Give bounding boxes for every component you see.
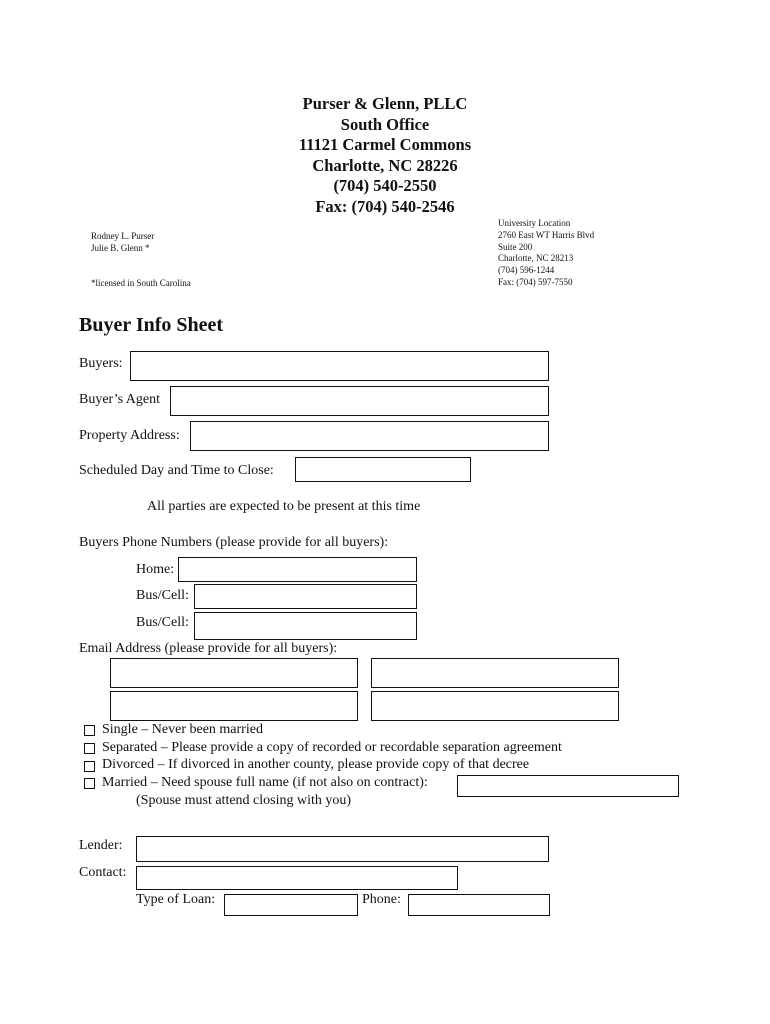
university-street: 2760 East WT Harris Blvd (498, 229, 595, 240)
loan-type-label: Type of Loan: (136, 892, 216, 907)
university-fax: Fax: (704) 597-7550 (498, 276, 573, 287)
lender-label: Lender: (79, 838, 123, 853)
single-label: Single – Never been married (102, 722, 263, 737)
phones-heading: Buyers Phone Numbers (please provide for all buyers): (79, 535, 389, 550)
university-address (498, 218, 594, 289)
property-label: Property Address: (79, 428, 180, 443)
university-phone: (704) 596-1244 (498, 265, 555, 276)
email-field-3[interactable] (110, 691, 358, 721)
bus-cell-field-2[interactable] (194, 612, 417, 640)
bus-cell-field-1[interactable] (194, 584, 417, 609)
firm-header (0, 94, 770, 217)
attorney-name: Julie B. Glenn * (91, 242, 150, 253)
separated-checkbox[interactable] (84, 743, 95, 754)
buyers-field[interactable] (130, 351, 549, 381)
office-city: Charlotte, NC 28226 (312, 155, 458, 175)
separated-label: Separated – Please provide a copy of recorded or recordable separation agreement (102, 740, 562, 755)
email-field-4[interactable] (371, 691, 619, 721)
divorced-checkbox[interactable] (84, 761, 95, 772)
lender-phone-field[interactable] (408, 894, 550, 916)
home-label: Home: (136, 562, 175, 577)
form-title: Buyer Info Sheet (79, 314, 224, 336)
firm-name: Purser & Glenn, PLLC (302, 94, 468, 113)
spouse-note: (Spouse must attend closing with you) (136, 793, 352, 808)
office-phone: (704) 540-2550 (333, 176, 437, 195)
university-suite: Suite 200 (498, 241, 533, 252)
license-note: *licensed in South Carolina (91, 278, 191, 288)
email-field-2[interactable] (371, 658, 619, 688)
bus-cell-label: Bus/Cell: (136, 588, 189, 603)
university-title: University Location (498, 218, 571, 228)
office-fax: Fax: (704) 540-2546 (315, 196, 455, 216)
single-checkbox[interactable] (84, 725, 95, 736)
office-street: 11121 Carmel Commons (298, 135, 472, 154)
agent-field[interactable] (170, 386, 549, 416)
email-field-1[interactable] (110, 658, 358, 688)
email-heading: Email Address (please provide for all buyers): (79, 641, 338, 656)
close-field[interactable] (295, 457, 471, 482)
close-label: Scheduled Day and Time to Close: (79, 463, 274, 478)
married-checkbox[interactable] (84, 778, 95, 789)
office-name: South Office (340, 114, 430, 134)
attorney-name: Rodney L. Purser (91, 231, 155, 241)
buyers-label: Buyers: (79, 356, 123, 371)
attorney-list (91, 231, 154, 255)
presence-note: All parties are expected to be present at this time (147, 499, 421, 514)
spouse-name-field[interactable] (457, 775, 679, 797)
loan-type-field[interactable] (224, 894, 358, 916)
bus-cell-label: Bus/Cell: (136, 615, 189, 630)
contact-field[interactable] (136, 866, 458, 890)
divorced-label: Divorced – If divorced in another county, please provide copy of that decree (102, 757, 530, 772)
agent-label: Buyer’s Agent (79, 392, 161, 407)
property-field[interactable] (190, 421, 549, 451)
lender-field[interactable] (136, 836, 549, 862)
contact-label: Contact: (79, 865, 127, 880)
home-phone-field[interactable] (178, 557, 417, 582)
university-city: Charlotte, NC 28213 (498, 253, 574, 264)
lender-phone-label: Phone: (362, 892, 401, 907)
married-label: Married – Need spouse full name (if not also on contract): (102, 775, 428, 790)
